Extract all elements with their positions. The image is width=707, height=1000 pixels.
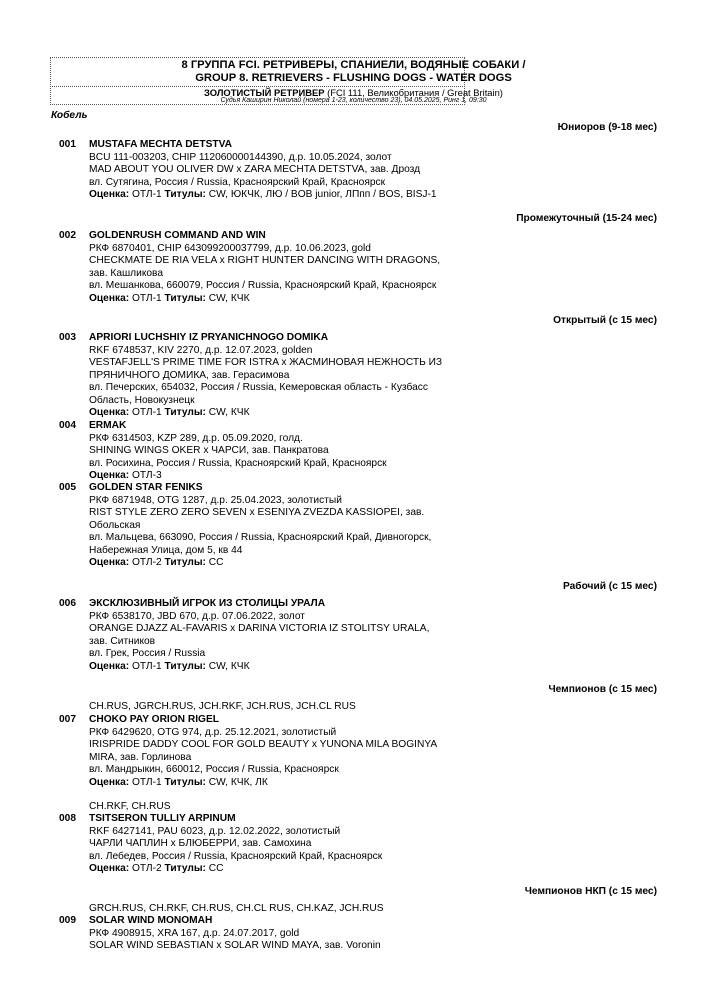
titles-value: CW, КЧК, ЛК xyxy=(205,777,268,788)
titles-label: Титулы: xyxy=(164,557,206,568)
titles-label: Титулы: xyxy=(164,661,206,672)
titles-label: Титулы: xyxy=(164,407,206,418)
registration-line: RKF 6427141, PAU 6023, д.р. 12.02.2022, золотистый xyxy=(89,826,341,837)
score-value: ОТЛ-1 xyxy=(129,407,165,418)
score-label: Оценка: xyxy=(89,407,130,418)
owner-line: вл. Мандрыкин, 660012, Россия / Russia, Красноярск xyxy=(89,764,339,775)
score-label: Оценка: xyxy=(89,863,130,874)
result-line xyxy=(89,407,250,419)
entry-number: 001 xyxy=(59,139,76,150)
owner-line: вл. Печерских, 654032, Россия / Russia, Кемеровская область - Кузбасс xyxy=(89,382,428,393)
registration-line: РКФ 6429620, OTG 974, д.р. 25.12.2021, золотистый xyxy=(89,727,337,738)
owner-line: вл. Лебедев, Россия / Russia, Красноярский Край, Красноярск xyxy=(89,851,383,862)
owner-line: вл. Росихина, Россия / Russia, Красноярский Край, Красноярск xyxy=(89,458,387,469)
titles-value: CW, КЧК xyxy=(205,661,250,672)
score-value: ОТЛ-1 xyxy=(129,777,165,788)
result-line xyxy=(89,293,250,305)
score-label: Оценка: xyxy=(89,189,130,200)
titles-label: Титулы: xyxy=(164,293,206,304)
breeder-line: зав. Кашликова xyxy=(89,268,164,279)
parents-line-cont: ПРЯНИЧНОГО ДОМИКА, зав. Герасимова xyxy=(89,370,290,381)
dog-name: APRIORI LUCHSHIY IZ PRYANICHNOGO DOMIKA xyxy=(89,332,329,343)
parents-line: ЧАРЛИ ЧАПЛИН x БЛЮБЕРРИ, зав. Самохина xyxy=(89,838,312,849)
owner-line: вл. Мешанкова, 660079, Россия / Russia, Красноярский Край, Красноярск xyxy=(89,280,437,291)
owner-line: вл. Мальцева, 663090, Россия / Russia, Красноярский Край, Дивногорск, xyxy=(89,532,432,543)
previous-titles: CH.RUS, JGRCH.RUS, JCH.RKF, JCH.RUS, JCH.CL RUS xyxy=(89,701,356,712)
class-header-intermediate: Промежуточный (15-24 мес) xyxy=(516,213,657,224)
titles-label: Титулы: xyxy=(164,189,206,200)
owner-line-cont: Набережная Улица, дом 5, кв 44 xyxy=(89,545,243,556)
dog-name: GOLDENRUSH COMMAND AND WIN xyxy=(89,230,266,241)
parents-line: CHECKMATE DE RIA VELA x RIGHT HUNTER DANCING WITH DRAGONS, xyxy=(89,255,441,266)
result-line xyxy=(89,777,268,789)
owner-line: вл. Грек, Россия / Russia xyxy=(89,648,206,659)
result-line xyxy=(89,661,250,673)
registration-line: RKF 6748537, KIV 2270, д.р. 12.07.2023, golden xyxy=(89,345,313,356)
class-header-working: Рабочий (с 15 мес) xyxy=(562,581,657,592)
titles-value: CC xyxy=(205,557,224,568)
entry-number: 009 xyxy=(59,915,76,926)
entry-number: 007 xyxy=(59,714,76,725)
dog-name: TSITSERON TULLIY ARPINUM xyxy=(89,813,236,824)
score-label: Оценка: xyxy=(89,557,130,568)
class-header-champion: Чемпионов (с 15 мес) xyxy=(548,684,657,695)
result-line xyxy=(89,470,162,482)
titles-value: CW, КЧК xyxy=(205,407,250,418)
owner-line-cont: Область, Новокузнецк xyxy=(89,395,195,406)
breed-name: ЗОЛОТИСТЫЙ РЕТРИВЕР xyxy=(204,87,325,98)
breed-info: (FCI 111, Великобритания / Great Britain) xyxy=(324,87,503,98)
titles-value: CW, КЧК xyxy=(205,293,250,304)
score-label: Оценка: xyxy=(89,661,130,672)
entry-number: 002 xyxy=(59,230,76,241)
judge-line: Судья Каширин Николай (номера 1-23, количество 23), 04.05.2025, Ринг 1, 09:30 xyxy=(220,97,487,104)
parents-line: SHINING WINGS OKER x ЧАРСИ, зав. Панкратова xyxy=(89,445,329,456)
breeder-line: зав. Ситников xyxy=(89,636,156,647)
class-header-open: Открытый (с 15 мес) xyxy=(553,315,657,326)
titles-value: CC xyxy=(205,863,224,874)
score-value: ОТЛ-1 xyxy=(129,661,165,672)
registration-line: BCU 111-003203, CHIP 112060000144390, д.р. 10.05.2024, золот xyxy=(89,152,392,163)
score-label: Оценка: xyxy=(89,777,130,788)
score-value: ОТЛ-2 xyxy=(129,557,165,568)
class-header-junior: Юниоров (9-18 мес) xyxy=(557,122,657,133)
group-title-en: GROUP 8. RETRIEVERS - FLUSHING DOGS - WATER DOGS xyxy=(195,72,512,84)
sex-label: Кобель xyxy=(51,110,88,121)
class-header-club-champion: Чемпионов НКП (с 15 мес) xyxy=(524,886,657,897)
registration-line: РКФ 6538170, JBD 670, д.р. 07.06.2022, золот xyxy=(89,611,305,622)
breeder-line: MIRA, зав. Горлинова xyxy=(89,752,192,763)
group-title-ru: 8 ГРУППА FCI. РЕТРИВЕРЫ, СПАНИЕЛИ, ВОДЯНЫЕ СОБАКИ / xyxy=(181,59,526,71)
dog-name: ERMAK xyxy=(89,420,127,431)
registration-line: РКФ 4908915, XRA 167, д.р. 24.07.2017, gold xyxy=(89,928,300,939)
entry-number: 005 xyxy=(59,482,76,493)
previous-titles: GRCH.RUS, CH.RKF, CH.RUS, CH.CL RUS, CH.KAZ, JCH.RUS xyxy=(89,903,384,914)
parents-line: VESTAFJELL'S PRIME TIME FOR ISTRA x ЖАСМИНОВАЯ НЕЖНОСТЬ ИЗ xyxy=(89,357,443,368)
parents-line: ORANGE DJAZZ AL-FAVARIS x DARINA VICTORIA IZ STOLITSY URALA, xyxy=(89,623,430,634)
breeder-line: Обольская xyxy=(89,520,141,531)
parents-line: RIST STYLE ZERO ZERO SEVEN x ESENIYA ZVEZDA KASSIOPEI, зав. xyxy=(89,507,425,518)
registration-line: РКФ 6314503, KZP 289, д.р. 05.09.2020, голд. xyxy=(89,433,303,444)
score-value: ОТЛ-1 xyxy=(129,293,165,304)
result-line xyxy=(89,557,223,569)
parents-line: SOLAR WIND SEBASTIAN x SOLAR WIND MAYA, зав. Voronin xyxy=(89,940,381,951)
titles-label: Титулы: xyxy=(164,777,206,788)
dog-name: GOLDEN STAR FENIKS xyxy=(89,482,203,493)
registration-line: РКФ 6871948, OTG 1287, д.р. 25.04.2023, золотистый xyxy=(89,495,342,506)
score-value: ОТЛ-1 xyxy=(129,189,165,200)
dog-name: SOLAR WIND MONOMAH xyxy=(89,915,213,926)
parents-line: IRISPRIDE DADDY COOL FOR GOLD BEAUTY x YUNONA MILA BOGINYA xyxy=(89,739,438,750)
entry-number: 008 xyxy=(59,813,76,824)
entry-number: 004 xyxy=(59,420,76,431)
owner-line: вл. Сутягина, Россия / Russia, Красноярский Край, Красноярск xyxy=(89,177,386,188)
dog-name: ЭКСКЛЮЗИВНЫЙ ИГРОК ИЗ СТОЛИЦЫ УРАЛА xyxy=(89,598,326,609)
score-value: ОТЛ-2 xyxy=(129,863,165,874)
dog-name: MUSTAFA MECHTA DETSTVA xyxy=(89,139,232,150)
result-line xyxy=(89,863,223,875)
dog-name: CHOKO PAY ORION RIGEL xyxy=(89,714,220,725)
parents-line: MAD ABOUT YOU OLIVER DW x ZARA MECHTA DETSTVA, зав. Дрозд xyxy=(89,164,421,175)
score-value: ОТЛ-3 xyxy=(129,470,162,481)
entry-number: 006 xyxy=(59,598,76,609)
titles-value: CW, ЮКЧК, ЛЮ / BOB junior, ЛПпп / BOS, BISJ-1 xyxy=(205,189,437,200)
previous-titles: CH.RKF, CH.RUS xyxy=(89,801,171,812)
registration-line: РКФ 6870401, CHIP 643099200037799, д.р. 10.06.2023, gold xyxy=(89,243,371,254)
entry-number: 003 xyxy=(59,332,76,343)
result-line xyxy=(89,189,437,201)
titles-label: Титулы: xyxy=(164,863,206,874)
score-label: Оценка: xyxy=(89,470,130,481)
score-label: Оценка: xyxy=(89,293,130,304)
